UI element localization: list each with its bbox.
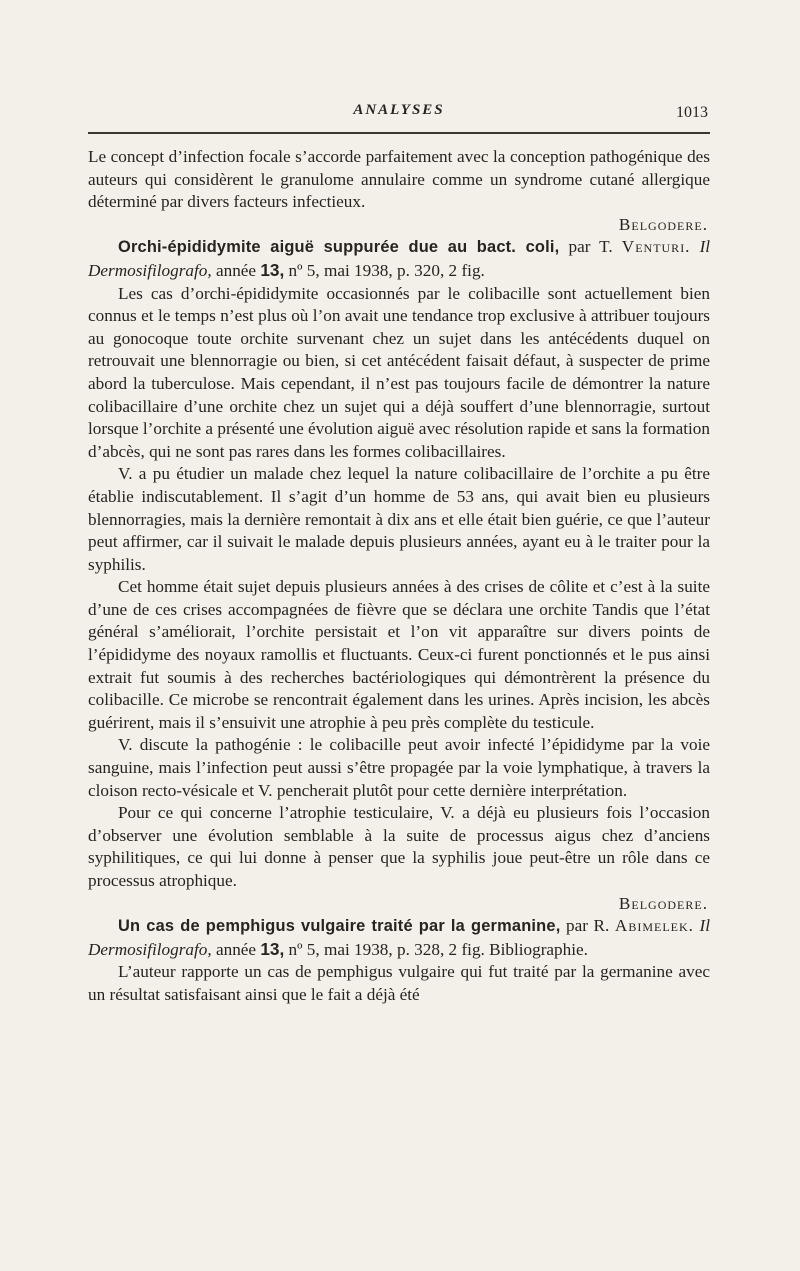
article2-title: Un cas de pemphigus vulgaire traité par la germanine, <box>118 917 561 936</box>
article1-paragraph: Pour ce qui concerne l’atrophie testiculaire, V. a déjà eu plusieurs fois l’occasion d’observer une évolution semblable à la suite de processus aigus chez d’anciens syphilitiques, ce qui lui donne à penser que la syphilis joue peut-être un rôle dans ce processus atrophique. <box>88 803 710 890</box>
article1-author: Venturi. <box>621 237 691 257</box>
article2-heading <box>88 915 710 961</box>
article1-title: Orchi-épididymite aiguë suppurée due au bact. coli, <box>118 238 560 257</box>
intro-paragraph: Le concept d’infection focale s’accorde parfaitement avec la conception pathogénique des auteurs qui considèrent le granulome annulaire comme un syndrome cutané allergique déterminé par divers facteurs infectieux. <box>88 147 710 212</box>
article1-journal: Il Dermosifilografo, <box>88 237 711 280</box>
article2-journal: Il Dermosifilografo, <box>88 916 711 959</box>
article1-volume: 13, <box>260 259 285 280</box>
running-head: ANALYSES <box>353 102 445 118</box>
page-number: 1013 <box>676 104 708 121</box>
article1-paragraph: V. a pu étudier un malade chez lequel la nature colibacillaire de l’orchite a pu être établie indiscutablement. Il s’agit d’un homme de 53 ans, qui avait bien eu plusieurs blennorragies, mais la dernière remontait à dix ans et elle était bien guérie, ce que l’auteur peut affirmer, car il suivait le malade depuis plusieurs années, ayant eu à le traiter pour la syphilis. <box>88 464 710 574</box>
article1-heading <box>88 236 710 282</box>
article1-paragraph: Cet homme était sujet depuis plusieurs années à des crises de côlite et c’est à la suite d’une de ces crises accompagnées de fièvre que se déclara une orchite Tandis que l’état général s’améliorait, l’orchite persistait et l’on vit apparaître sur divers points de l’épididyme des noyaux ramollis et fluctuants. Ceux-ci furent ponctionnés et le pus ainsi extrait fut soumis à des recherches bactériologiques qui démontrèrent la présence du colibacille. Ce microbe se rencontrait également dans les urines. Après incision, les abcès guérirent, mais il s’ensuivit une atrophie à peu près complète du testicule. <box>88 577 710 732</box>
article1-by: par T. <box>568 237 613 257</box>
article2-issue: nº 5, mai 1938, p. 328, 2 fig. Bibliographie. <box>288 939 588 959</box>
article2-paragraph: L’auteur rapporte un cas de pemphigus vulgaire qui fut traité par la germanine avec un résultat satisfaisant ainsi que le fait a déjà été <box>88 962 710 1004</box>
article1-paragraph: V. discute la pathogénie : le colibacille peut avoir infecté l’épididyme par la voie sanguine, mais l’infection peut aussi s’être propagée par la voie lymphatique, à travers la cloison recto-vésicale et V. pencherait plutôt pour cette dernière interprétation. <box>88 735 710 800</box>
page-body <box>88 146 710 1007</box>
page-header <box>88 100 710 130</box>
article1-issue: nº 5, mai 1938, p. 320, 2 fig. <box>288 260 485 280</box>
header-rule <box>88 132 710 134</box>
article1-paragraph: Les cas d’orchi-épididymite occasionnés par le colibacille sont actuellement bien connus et le temps n’est plus où l’on avait une tendance trop exclusive à attribuer toujours au gonocoque toute orchite survenant chez un sujet dans les antécédents duquel on retrouvait une blennorragie ou bien, si cet antécédent faisait défaut, à suspecter de prime abord la tuberculose. Mais cependant, il n’est pas toujours facile de démontrer la nature colibacillaire d’une orchite chez un sujet qui a déjà souffert d’une blennorragie, surtout lorsque l’orchite a présenté une évolution aiguë avec résolution rapide et sans la formation d’abcès, qui ne sont pas rares dans les formes colibacillaires. <box>88 283 710 461</box>
article1-year-label: année <box>215 260 257 280</box>
intro-signature: Belgodere. <box>618 214 708 234</box>
article2-author: Abimelek. <box>614 916 694 936</box>
article2-volume: 13, <box>260 938 285 959</box>
article2-year-label: année <box>215 939 257 959</box>
article2-by: par R. <box>566 916 610 936</box>
article1-signature: Belgodere. <box>618 893 708 913</box>
